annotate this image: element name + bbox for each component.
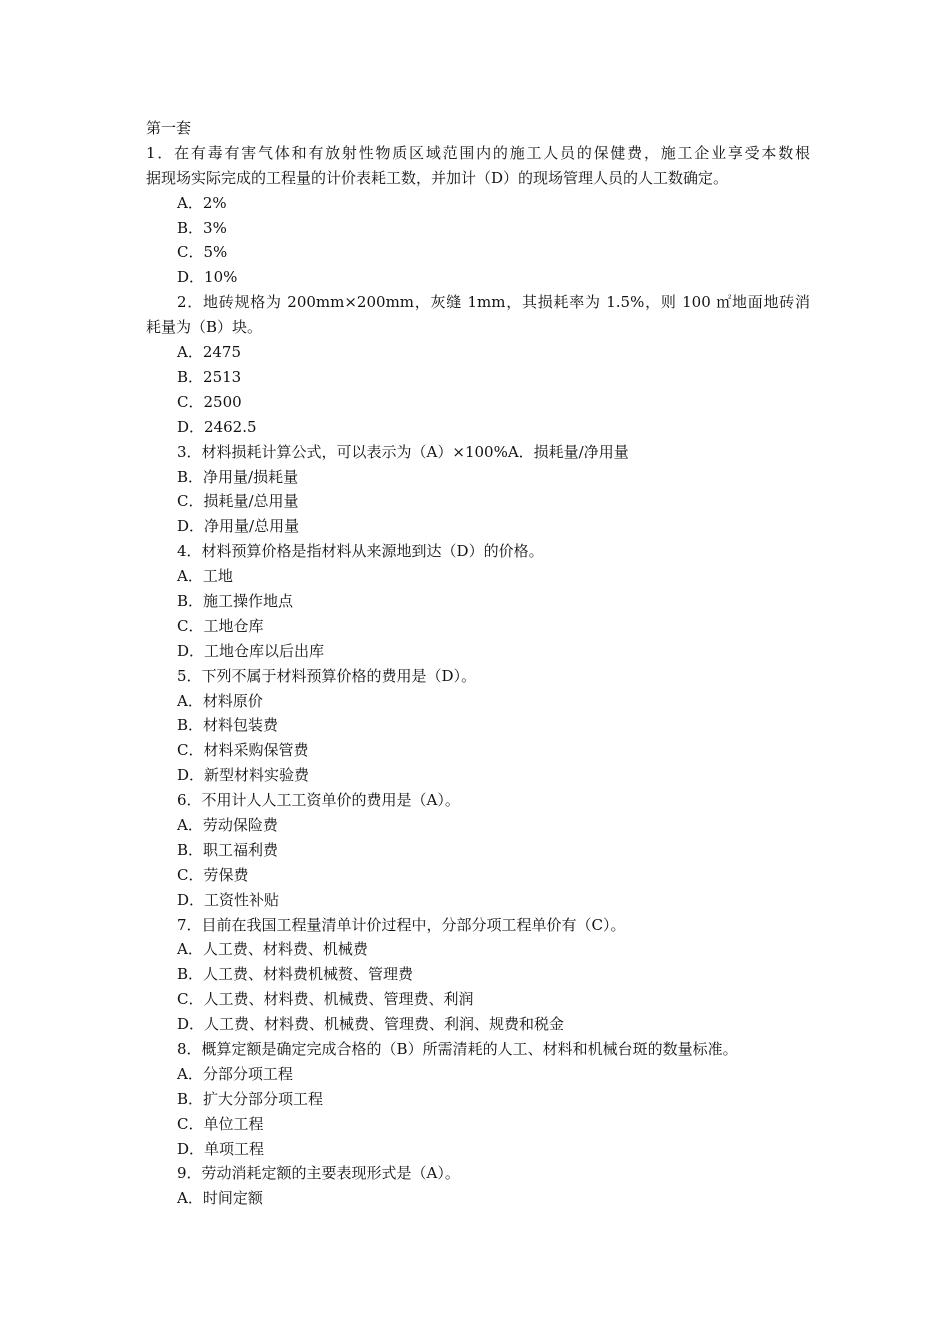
text-line: B．扩大分部分项工程 <box>177 1089 324 1108</box>
question-list <box>146 141 810 1211</box>
document-heading: 第一套 <box>146 119 192 137</box>
text-line: 9．劳动消耗定额的主要表现形式是（A）。 <box>177 1164 460 1183</box>
text-line: 据现场实际完成的工程量的计价表耗工数，并加计（D）的现场管理人员的人工数确定。 <box>146 168 729 187</box>
text-line: A．时间定额 <box>177 1189 263 1208</box>
text-line: D．工地仓库以后出库 <box>177 641 325 660</box>
text-line: D．2462.5 <box>177 417 257 436</box>
text-line: C．人工费、材料费、机械费、管理费、利润 <box>177 990 474 1009</box>
text-line: D．净用量/总用量 <box>177 517 300 536</box>
text-line: C．劳保费 <box>177 865 249 884</box>
text-line: A．材料原价 <box>177 691 263 710</box>
text-line: A．2% <box>177 193 227 212</box>
text-line: 耗量为（B）块。 <box>146 318 263 337</box>
text-line: A．人工费、材料费、机械费 <box>177 940 368 959</box>
text-line: C．2500 <box>177 392 242 411</box>
text-line: C．工地仓库 <box>177 616 264 635</box>
text-line: 2．地砖规格为 200mm×200mm，灰缝 1mm，其损耗率为 1.5%，则 100 ㎡地面地砖消 <box>177 293 810 312</box>
text-line: B．施工操作地点 <box>177 591 294 610</box>
document-body <box>146 116 810 1211</box>
text-line: B．3% <box>177 218 227 237</box>
text-line: B．人工费、材料费机械赘、管理费 <box>177 965 414 984</box>
text-line: C．材料采购保管费 <box>177 741 309 760</box>
text-line: 3．材料损耗计算公式，可以表示为（A）×100%A．损耗量/净用量 <box>177 442 629 461</box>
text-line: D．人工费、材料费、机械费、管理费、利润、规费和税金 <box>177 1015 565 1034</box>
text-line: C．5% <box>177 243 228 262</box>
text-line: D．工资性补贴 <box>177 890 280 909</box>
text-line: D．10% <box>177 268 238 287</box>
text-line: D．新型材料实验费 <box>177 766 310 785</box>
text-line: A．劳动保险费 <box>177 815 278 834</box>
text-line: A．分部分项工程 <box>177 1064 293 1083</box>
text-line: B．2513 <box>177 367 242 386</box>
text-line: 1．在有毒有害气体和有放射性物质区域范围内的施工人员的保健费，施工企业享受本数根 <box>146 143 810 162</box>
text-line: 5．下列不属于材料预算价格的费用是（D）。 <box>177 666 477 685</box>
text-line: A．工地 <box>177 567 233 586</box>
text-line: 8．概算定额是确定完成合格的（B）所需清耗的人工、材料和机械台斑的数量标准。 <box>177 1039 738 1058</box>
text-line: D．单项工程 <box>177 1139 265 1158</box>
text-line: B．净用量/损耗量 <box>177 467 299 486</box>
text-line: C．单位工程 <box>177 1114 264 1133</box>
text-line: C．损耗量/总用量 <box>177 492 299 511</box>
text-line: B．职工福利费 <box>177 840 279 859</box>
text-line: B．材料包装费 <box>177 716 279 735</box>
text-line: A．2475 <box>177 343 242 362</box>
text-line: 4．材料预算价格是指材料从来源地到达（D）的价格。 <box>177 542 544 561</box>
text-line: 6．不用计人人工工资单价的费用是（A）。 <box>177 791 460 810</box>
text-line: 7．目前在我国工程量清单计价过程中，分部分项工程单价有（C）。 <box>177 915 626 934</box>
